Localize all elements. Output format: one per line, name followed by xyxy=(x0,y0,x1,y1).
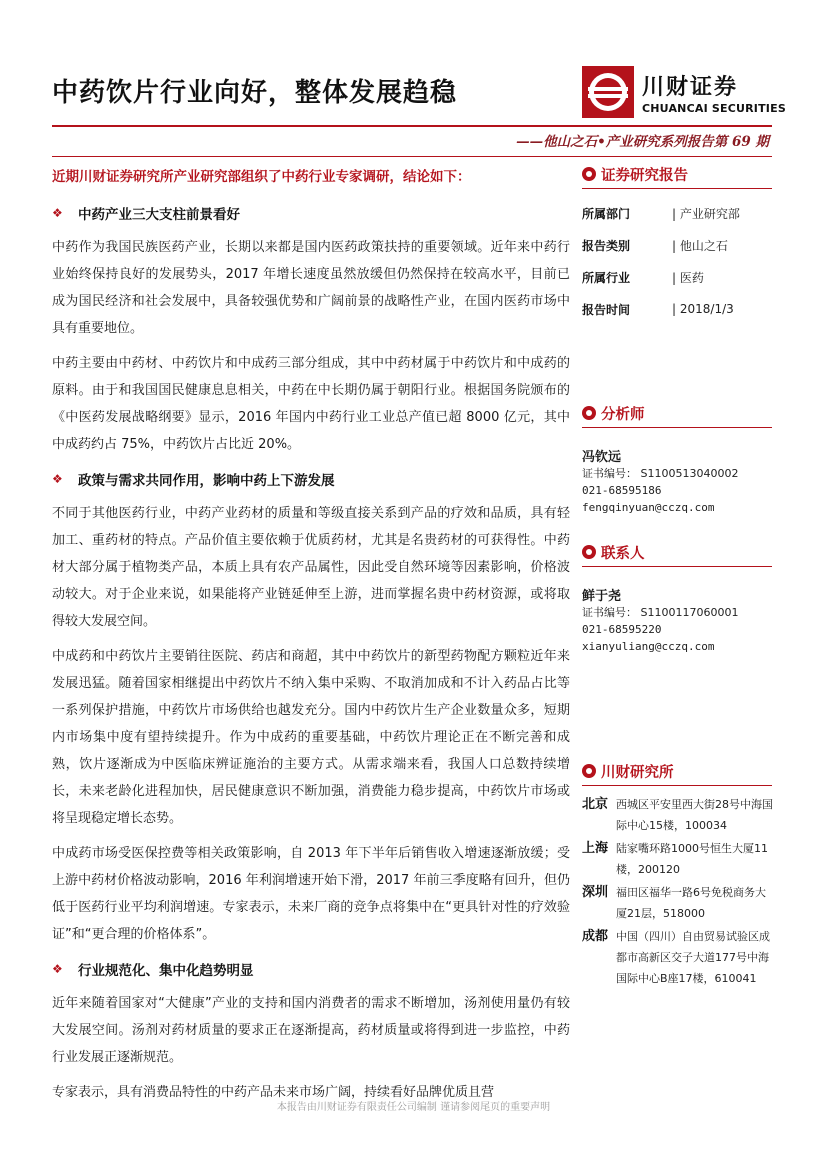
info-value: | 2018/1/3 xyxy=(672,302,734,316)
info-row xyxy=(582,229,782,261)
office-entry xyxy=(582,882,782,924)
analyst-heading-text: 分析师 xyxy=(601,406,645,423)
office-city: 上海 xyxy=(582,841,609,856)
diamond-bullet-icon: ❖ xyxy=(52,962,63,976)
main-body xyxy=(52,198,570,1114)
contact-name: 鲜于尧 xyxy=(582,589,622,604)
diamond-bullet-icon: ❖ xyxy=(52,206,63,220)
info-label: 所属部门 xyxy=(582,206,631,221)
intro-line: 近期川财证券研究所产业研究部组织了中药行业专家调研，结论如下： xyxy=(52,169,471,185)
logo-cn-text: 川财证券 xyxy=(642,75,739,100)
analyst-heading xyxy=(582,403,782,423)
office-city: 北京 xyxy=(582,797,609,812)
paragraph: 中药主要由中药材、中药饮片和中成药三部分组成，其中中药材属于中药饮片和中成药的原料。由于和我国国民健康息息相关，中药在中长期仍属于朝阳行业。根据国务院颁布的《中医药发展战略纲要》显示，2016 年国内中药行业工业总产值已超 8000 亿元，其中中成药约占 75%，中药饮片占比近 20%。 xyxy=(52,356,570,452)
info-row xyxy=(582,293,782,325)
sidebar xyxy=(582,164,782,989)
info-row xyxy=(582,197,782,229)
office-city: 深圳 xyxy=(582,885,609,900)
section-heading xyxy=(52,956,570,982)
report-heading-text: 证券研究报告 xyxy=(601,167,688,184)
diamond-bullet-icon: ❖ xyxy=(52,472,63,486)
series-subtitle: ——他山之石•产业研究系列报告第 69 期 xyxy=(516,134,769,150)
red-circle-icon xyxy=(582,545,596,559)
office-city: 成都 xyxy=(582,929,609,944)
section-heading xyxy=(52,200,570,226)
sidebar-rule xyxy=(582,188,772,189)
section-heading-text: 政策与需求共同作用，影响中药上下游发展 xyxy=(78,473,335,489)
sidebar-rule xyxy=(582,427,772,428)
report-heading xyxy=(582,164,782,184)
office-address: 西城区平安里西大街28号中海国际中心15楼，100034 xyxy=(616,798,773,832)
contact-email[interactable]: xianyuliang@cczq.com xyxy=(582,640,715,653)
info-value: | 医药 xyxy=(672,270,704,285)
subheader-rule xyxy=(52,156,772,157)
section-heading-text: 中药产业三大支柱前景看好 xyxy=(78,207,240,223)
office-address: 陆家嘴环路1000号恒生大厦11楼，200120 xyxy=(616,842,768,876)
info-label: 所属行业 xyxy=(582,270,631,285)
info-row xyxy=(582,261,782,293)
analyst-name: 冯钦远 xyxy=(582,450,622,465)
analyst-phone: 021-68595186 xyxy=(582,484,662,497)
section-heading xyxy=(52,466,570,492)
red-circle-icon xyxy=(582,764,596,778)
paragraph: 专家表示，具有消费品特性的中药产品未来市场广阔，持续看好品牌优质且营 xyxy=(52,1085,495,1100)
office-entry xyxy=(582,926,782,989)
logo-mark-icon xyxy=(582,66,634,118)
office-entry xyxy=(582,794,782,836)
contact-heading-text: 联系人 xyxy=(601,545,645,562)
analyst-email[interactable]: fengqinyuan@cczq.com xyxy=(582,501,715,514)
sidebar-rule xyxy=(582,785,772,786)
logo-en-text: CHUANCAI SECURITIES xyxy=(642,102,786,115)
info-label: 报告时间 xyxy=(582,302,631,317)
paragraph: 不同于其他医药行业，中药产业药材的质量和等级直接关系到产品的疗效和品质，具有轻加工、重药材的特点。产品价值主要依赖于优质药材，尤其是名贵药材的可获得性。中药材大部分属于植物类产品，本质上具有农产品属性，因此受自然环境等因素影响，价格波动较大。对于企业来说，如果能将产业链延伸至上游，进而掌握名贵中药材资源，或将取得较大发展空间。 xyxy=(52,506,570,629)
company-logo xyxy=(582,66,786,122)
contact-cert: 证书编号： S1100117060001 xyxy=(582,606,739,619)
contact-heading xyxy=(582,542,782,562)
red-circle-icon xyxy=(582,167,596,181)
paragraph: 近年来随着国家对“大健康”产业的支持和国内消费者的需求不断增加，汤剂使用量仍有较大发展空间。汤剂对药材质量的要求正在逐渐提高，药材质量或将得到进一步监控，中药行业发展正逐渐规范。 xyxy=(52,996,570,1065)
info-value: | 产业研究部 xyxy=(672,206,740,221)
office-address: 福田区福华一路6号免税商务大厦21层，518000 xyxy=(616,886,766,920)
info-label: 报告类别 xyxy=(582,238,631,253)
office-address: 中国（四川）自由贸易试验区成都市高新区交子大道177号中海国际中心B座17楼，610041 xyxy=(616,930,770,985)
paragraph: 中药作为我国民族医药产业，长期以来都是国内医药政策扶持的重要领域。近年来中药行业始终保持良好的发展势头，2017 年增长速度虽然放缓但仍然保持在较高水平，目前已成为国民经济和社会发展中，具备较强优势和广阔前景的战略性产业，在国内医药市场中具有重要地位。 xyxy=(52,240,570,336)
institute-heading-text: 川财研究所 xyxy=(601,764,674,781)
section-heading-text: 行业规范化、集中化趋势明显 xyxy=(78,963,254,979)
paragraph: 中成药市场受医保控费等相关政策影响，自 2013 年下半年后销售收入增速逐渐放缓；受上游中药材价格波动影响，2016 年利润增速开始下滑，2017 年前三季度略有回升，但仍低于医药行业平均利润增速。专家表示，未来厂商的竞争点将集中在“更具针对性的疗效验证”和“更合理的价格体系”。 xyxy=(52,846,570,942)
sidebar-rule xyxy=(582,566,772,567)
red-circle-icon xyxy=(582,406,596,420)
office-entry xyxy=(582,838,782,880)
contact-phone: 021-68595220 xyxy=(582,623,662,636)
paragraph: 中成药和中药饮片主要销往医院、药店和商超，其中中药饮片的新型药物配方颗粒近年来发展迅猛。随着国家相继提出中药饮片不纳入集中采购、不取消加成和不计入药品占比等一系列保护措施，中药饮片市场供给也越发充分。国内中药饮片生产企业数量众多，短期内市场集中度有望持续提升。作为中成药的重要基础，中药饮片理论正在不断完善和成熟，饮片逐渐成为中医临床辨证施治的主要方式。从需求端来看，我国人口总数持续增长，未来老龄化进程加快，居民健康意识不断加强，消费能力稳步提高，中药饮片市场或将呈现稳定增长态势。 xyxy=(52,649,570,826)
page-footer: 本报告由川财证券有限责任公司编制 谨请参阅尾页的重要声明 xyxy=(276,1102,551,1113)
header-rule xyxy=(52,125,772,127)
info-value: | 他山之石 xyxy=(672,238,728,253)
institute-heading xyxy=(582,761,782,781)
page-title: 中药饮片行业向好，整体发展趋稳 xyxy=(52,78,458,108)
analyst-cert: 证书编号： S1100513040002 xyxy=(582,467,739,480)
